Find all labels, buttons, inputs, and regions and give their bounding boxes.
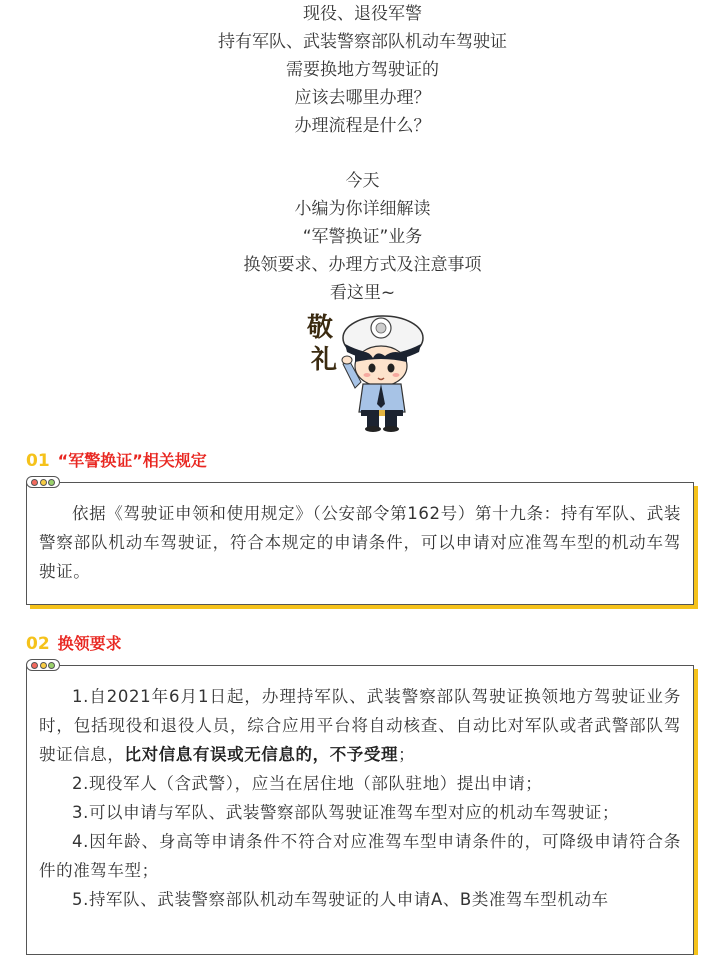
section-number: 01 [26, 451, 50, 471]
police-salute-icon [305, 308, 425, 432]
section-title: 换领要求 [57, 634, 122, 653]
yellow-dot-icon [40, 479, 47, 486]
requirement-item-2: 2.现役军人（含武警），应当在居住地（部队驻地）提出申请； [72, 774, 543, 793]
section-heading [26, 633, 696, 655]
section-number: 02 [26, 634, 50, 654]
requirements-content-box [26, 665, 694, 955]
red-dot-icon [31, 662, 38, 669]
regulation-paragraph: 依据《驾驶证申领和使用规定》（公安部令第162号）第十九条：持有军队、武装警察部队机动车驾驶证，符合本规定的申请条件，可以申请对应准驾车型的机动车驾驶证。 [39, 504, 681, 581]
requirement-text: 1.自2021年6月1日起，办理持军队、武装警察部队驾驶证换领地方驾驶证业务时，包括现役和退役人员，综合应用平台将自动核查、自动比对军队或者武警部队驾驶证信息， [39, 687, 681, 764]
mascot-caption-1: 敬 [307, 313, 334, 343]
section-regulations [26, 450, 696, 581]
yellow-dot-icon [40, 662, 47, 669]
green-dot-icon [48, 479, 55, 486]
section-requirements [26, 633, 696, 909]
intro-line: 今天 [345, 171, 380, 191]
intro-line: 小编为你详细解读 [294, 199, 431, 219]
window-dots-icon [26, 476, 60, 488]
regulation-content-box [26, 482, 694, 605]
intro-line: “军警换证”业务 [302, 227, 423, 247]
intro-line: 现役、退役军警 [303, 4, 422, 24]
requirement-emphasis: 比对信息有误或无信息的，不予受理 [124, 745, 399, 764]
section-heading [26, 450, 696, 472]
intro-spacer [0, 140, 725, 167]
mascot-caption-2: 礼 [311, 345, 338, 375]
intro-line: 需要换地方驾驶证的 [286, 60, 439, 80]
requirement-item-4: 4.因年龄、身高等申请条件不符合对应准驾车型申请条件的，可降级申请符合条件的准驾车型； [39, 832, 681, 880]
red-dot-icon [31, 479, 38, 486]
requirement-item-5: 5.持军队、武装警察部队机动车驾驶证的人申请A、B类准驾车型机动车 [72, 890, 609, 909]
intro-text [0, 0, 725, 307]
police-mascot-image [305, 308, 425, 432]
window-dots-icon [26, 659, 60, 671]
section-title: “军警换证”相关规定 [57, 451, 207, 470]
green-dot-icon [48, 662, 55, 669]
requirement-item-1 [39, 682, 681, 769]
intro-line: 看这里~ [329, 283, 396, 303]
intro-line: 办理流程是什么？ [294, 116, 431, 136]
intro-line: 应该去哪里办理？ [294, 88, 431, 108]
requirement-text: ； [398, 745, 416, 764]
intro-line: 持有军队、武装警察部队机动车驾驶证 [218, 32, 507, 52]
requirement-item-3: 3.可以申请与军队、武装警察部队驾驶证准驾车型对应的机动车驾驶证； [72, 803, 620, 822]
intro-line: 换领要求、办理方式及注意事项 [243, 255, 482, 275]
